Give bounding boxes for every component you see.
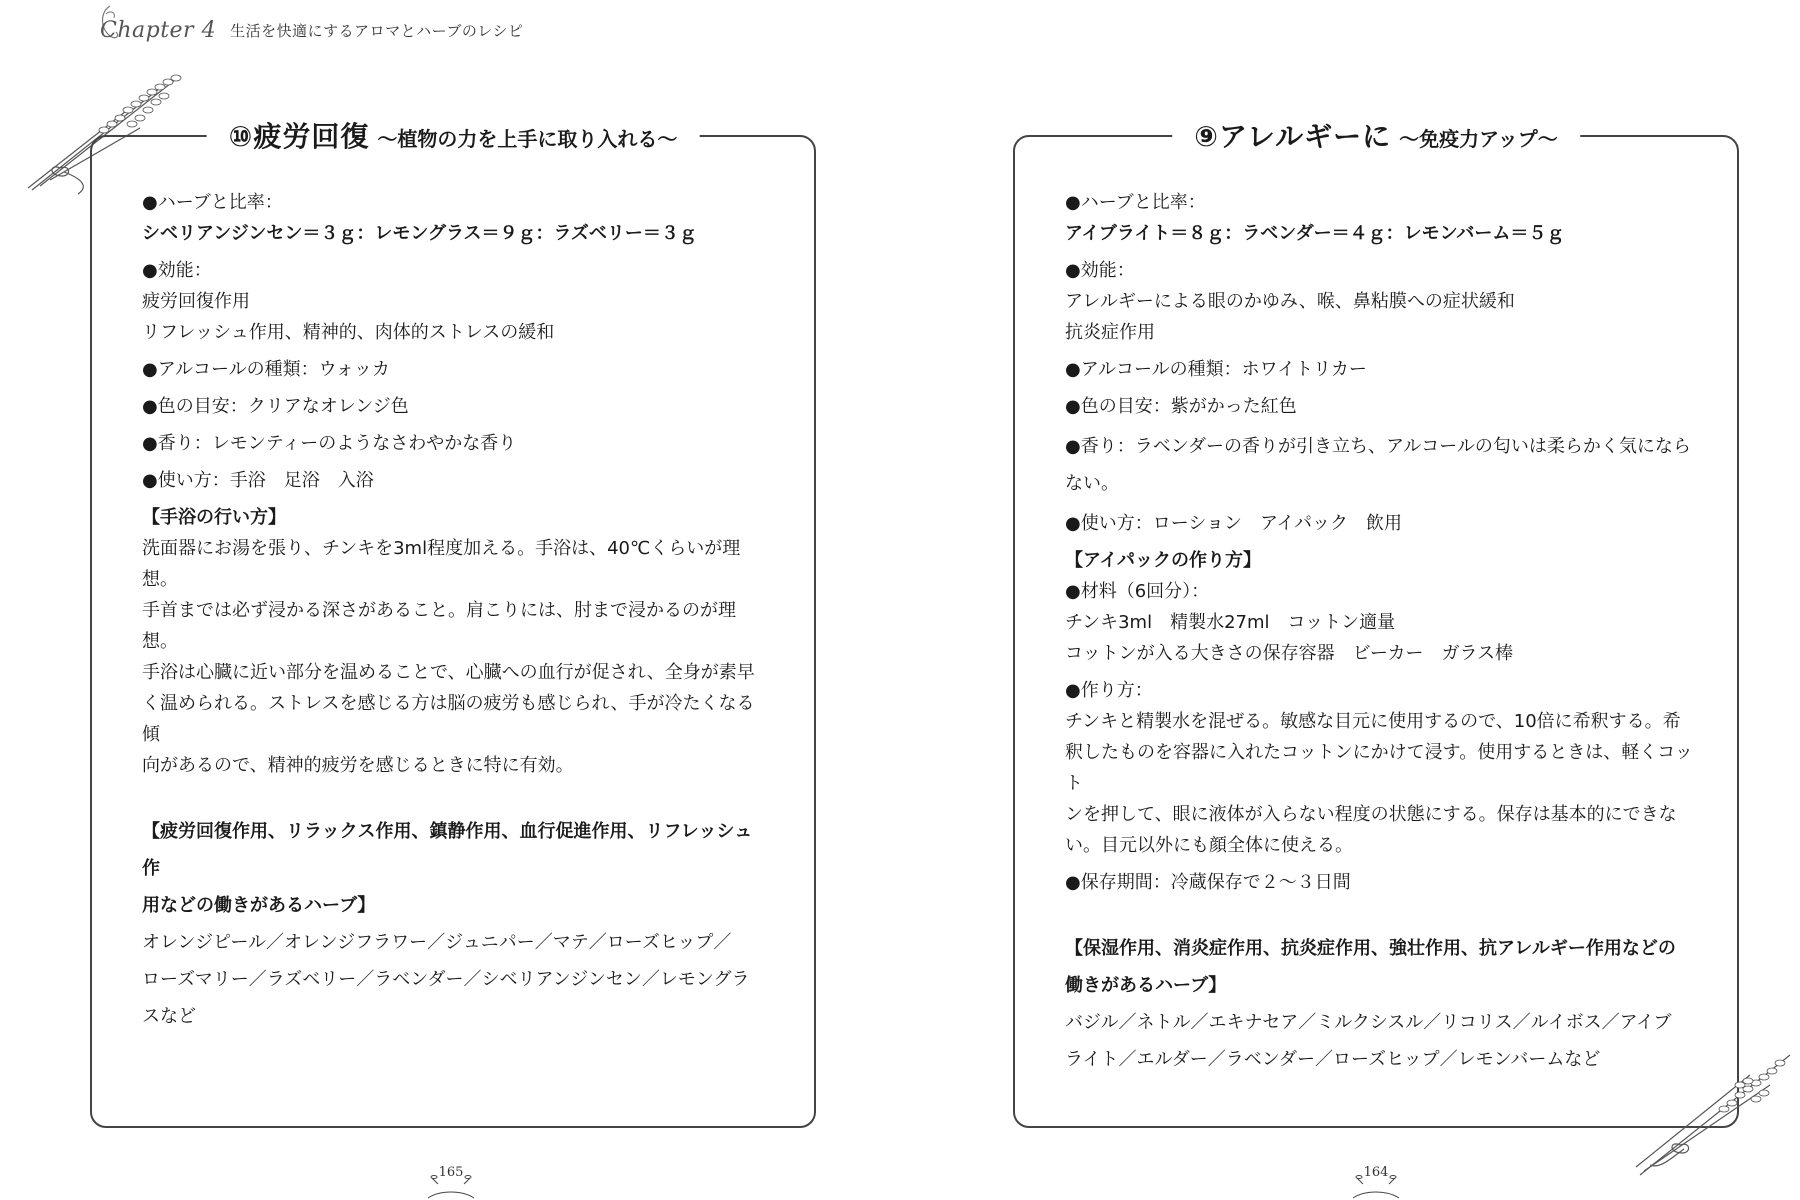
effects-label: ●効能： (1065, 260, 1135, 281)
herb-list-line: ライト／エルダー／ラベンダー／ローズヒップ／レモンバームなど (1065, 1049, 1601, 1070)
leaf-flourish-icon (1351, 1168, 1401, 1200)
works-heading: 働きがあるハーブ】 (1065, 975, 1227, 996)
alcohol-type: ●アルコールの種類：ウォッカ (142, 359, 390, 380)
method-line: 向があるので、精神的疲労を感じるときに特に有効。 (142, 755, 574, 776)
chapter-label: Chapter 4 (100, 17, 217, 43)
recipe-subtitle: 〜免疫力アップ〜 (1399, 127, 1558, 151)
effect-line: 疲労回復作用 (142, 291, 250, 312)
alcohol-type: ●アルコールの種類：ホワイトリカー (1065, 359, 1367, 380)
recipe-title: ⑩疲労回復 (228, 120, 370, 153)
herb-list-line: スなど (142, 1006, 196, 1027)
page-number: 164 (1363, 1165, 1389, 1180)
recipe-content (142, 187, 770, 1035)
panel-title (1172, 115, 1580, 155)
chapter-title: 生活を快適にするアロマとハーブのレシピ (230, 21, 524, 40)
herb-list-line: バジル／ネトル／エキナセア／ミルクシスル／リコリス／ルイボス／アイブ (1065, 1012, 1672, 1033)
scent: ●香り：レモンティーのようなさわやかな香り (142, 433, 517, 454)
howto-line: 釈したものを容器に入れたコットンにかけて浸す。使用するときは、軽くコット (1065, 742, 1693, 794)
page-header (100, 8, 523, 52)
herbs-ratio: シベリアンジンセン＝３ｇ：レモングラス＝９ｇ：ラズベリー＝３ｇ (142, 223, 697, 244)
panel-title (207, 115, 700, 155)
color-guide: ●色の目安：クリアなオレンジ色 (142, 396, 409, 417)
effects-label: ●効能： (142, 260, 212, 281)
works-heading: 用などの働きがあるハーブ】 (142, 895, 376, 916)
recipe-title: ⑨アレルギーに (1194, 120, 1392, 153)
method-line: 手浴は心臓に近い部分を温めることで、心臓への血行が促され、全身が素早 (142, 662, 755, 683)
materials-line: コットンが入る大きさの保存容器 ビーカー ガラス棒 (1065, 643, 1514, 664)
effect-line: リフレッシュ作用、精神的、肉体的ストレスの緩和 (142, 322, 555, 343)
method-heading: 【手浴の行い方】 (142, 507, 286, 528)
howto-label: ●作り方： (1065, 680, 1153, 701)
materials-label: ●材料（6回分）： (1065, 581, 1210, 602)
method-line: 手首までは必ず浸かる深さがあること。肩こりには、肘まで浸かるのが理想。 (142, 600, 736, 652)
effect-line: 抗炎症作用 (1065, 322, 1155, 343)
page-number: 165 (438, 1165, 464, 1180)
herb-list-line: ローズマリー／ラズベリー／ラベンダー／シベリアンジンセン／レモングラ (142, 969, 750, 990)
howto-line: ンを押して、眼に液体が入らない程度の状態にする。保存は基本的にできな (1065, 804, 1677, 825)
storage-period: ●保存期間：冷蔵保存で２〜３日間 (1065, 872, 1351, 893)
materials-line: チンキ3ml 精製水27ml コットン適量 (1065, 612, 1396, 633)
howto-line: チンキと精製水を混ぜる。敏感な目元に使用するので、10倍に希釈する。希 (1065, 711, 1681, 732)
recipe-panel-fatigue (90, 120, 816, 1128)
leaf-flourish-icon (426, 1168, 476, 1200)
method-line: く温められる。ストレスを感じる方は脳の疲労も感じられ、手が冷たくなる傾 (142, 693, 755, 745)
works-heading: 【保湿作用、消炎症作用、抗炎症作用、強壮作用、抗アレルギー作用などの (1065, 938, 1676, 959)
herbs-label: ●ハーブと比率： (142, 192, 283, 213)
recipe-subtitle: 〜植物の力を上手に取り入れる〜 (377, 127, 678, 151)
howto-line: い。目元以外にも顔全体に使える。 (1065, 835, 1353, 856)
scent: ない。 (1065, 473, 1119, 494)
herbs-label: ●ハーブと比率： (1065, 192, 1206, 213)
recipe-content (1065, 187, 1693, 1078)
usage: ●使い方：ローション アイパック 飲用 (1065, 513, 1403, 534)
color-guide: ●色の目安：紫がかった紅色 (1065, 396, 1297, 417)
herbs-ratio: アイブライト＝８ｇ：ラベンダー＝４ｇ：レモンバーム＝５ｇ (1065, 223, 1565, 244)
scent: ●香り：ラベンダーの香りが引き立ち、アルコールの匂いは柔らかく気になら (1065, 436, 1691, 457)
usage: ●使い方：手浴 足浴 入浴 (142, 470, 374, 491)
recipe-panel-allergy (1013, 120, 1739, 1128)
method-line: 洗面器にお湯を張り、チンキを3ml程度加える。手浴は、40℃くらいが理想。 (142, 538, 741, 590)
effect-line: アレルギーによる眼のかゆみ、喉、鼻粘膜への症状緩和 (1065, 291, 1515, 312)
works-heading: 【疲労回復作用、リラックス作用、鎮静作用、血行促進作用、リフレッシュ作 (142, 821, 753, 879)
herb-list-line: オレンジピール／オレンジフラワー／ジュニパー／マテ／ローズヒップ／ (142, 932, 732, 953)
method-heading: 【アイパックの作り方】 (1065, 550, 1262, 571)
lavender-bouquet-icon (1630, 1045, 1800, 1180)
